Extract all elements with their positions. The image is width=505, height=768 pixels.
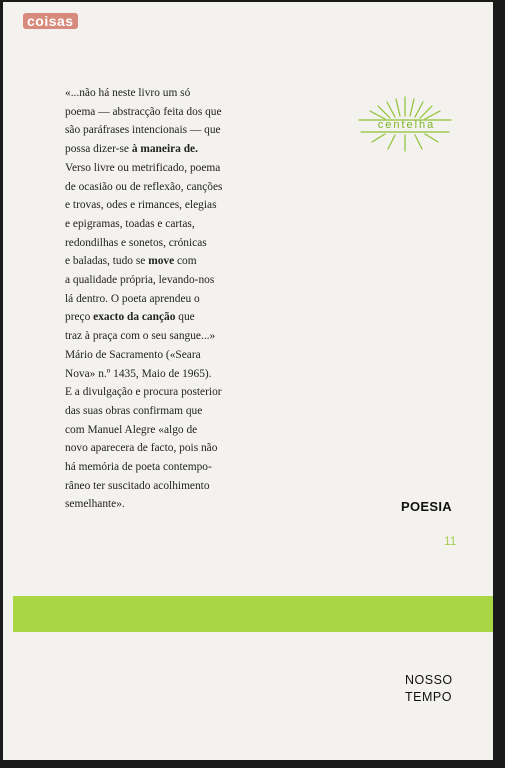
blurb-line: das suas obras confirmam que <box>65 404 203 417</box>
blurb-line: semelhante». <box>65 498 125 511</box>
blurb-emphasis: exacto da canção <box>93 311 176 324</box>
green-band <box>13 596 493 632</box>
blurb-line: lá dentro. O poeta aprendeu o <box>65 292 200 305</box>
back-cover <box>3 2 493 760</box>
blurb-line: traz à praça com o seu sangue...» <box>65 330 216 343</box>
blurb-line: possa dizer-se <box>65 143 132 156</box>
blurb-line: com Manuel Alegre «algo de <box>65 423 198 436</box>
blurb-line: redondilhas e sonetos, crónicas <box>65 236 207 249</box>
centelha-logo-text: centelha <box>377 119 436 131</box>
blurb-line: Verso livre ou metrificado, poema <box>65 161 221 174</box>
blurb-line: que <box>175 311 195 324</box>
blurb-line: a qualidade própria, levando-nos <box>65 274 215 287</box>
blurb-line: novo aparecera de facto, pois não <box>65 442 218 455</box>
cover-blurb <box>65 84 278 514</box>
blurb-line: Mário de Sacramento («Seara <box>65 348 201 361</box>
blurb-line: são paráfrases intencionais — que <box>65 124 221 137</box>
blurb-line: râneo ter suscitado acolhimento <box>65 479 210 492</box>
publisher-name <box>405 672 453 706</box>
blurb-line: e baladas, tudo se <box>65 255 149 268</box>
blurb-line: e trovas, odes e rimances, elegias <box>65 199 217 212</box>
series-number: 11 <box>444 534 457 548</box>
blurb-emphasis: move <box>148 255 175 268</box>
publisher-line: NOSSO <box>405 673 453 687</box>
series-title: POESIA <box>401 499 452 514</box>
blurb-line: e epigramas, toadas e cartas, <box>65 217 195 230</box>
publisher-line: TEMPO <box>405 690 452 704</box>
watermark-logo: coisas <box>23 13 78 29</box>
blurb-line: Nova» n.º 1435, Maio de 1965). <box>65 367 212 380</box>
blurb-line: E a divulgação e procura posterior <box>65 386 222 399</box>
blurb-line: poema — abstracção feita dos que <box>65 105 222 118</box>
blurb-line: há memória de poeta contempo- <box>65 461 212 474</box>
blurb-emphasis: à maneira de. <box>131 143 198 156</box>
blurb-line: «...não há neste livro um só <box>65 87 191 99</box>
blurb-line: preço <box>65 311 94 324</box>
blurb-line: com <box>174 255 197 268</box>
blurb-line: de ocasião ou de reflexão, canções <box>65 180 223 193</box>
